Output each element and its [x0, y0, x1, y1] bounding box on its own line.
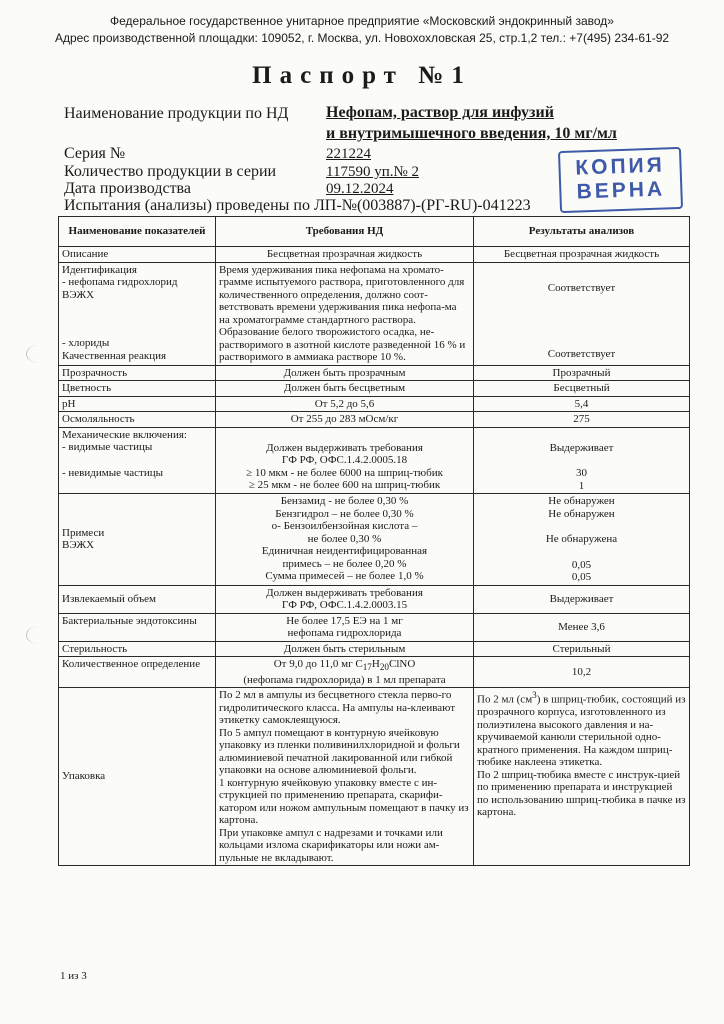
table-row — [59, 688, 690, 866]
table-header-row — [59, 217, 690, 247]
row-name — [59, 262, 216, 365]
row-result: 275 — [474, 412, 690, 428]
header-company-line: Федеральное государственное унитарное предприятие «Московский эндокринный завод» — [110, 14, 614, 28]
header-address-line: Адрес производственной площадки: 109052, г. Москва, ул. Новохохловская 25, стр.1,2 тел.: +7(495) 234-61-92 — [54, 31, 670, 45]
row-requirement: Должен быть прозрачным — [216, 365, 474, 381]
name-line: - видимые частицы — [62, 441, 153, 453]
row-name: Прозрачность — [59, 365, 216, 381]
result-text: 0,05 — [571, 571, 592, 583]
row-requirement — [216, 494, 474, 586]
table-row — [59, 427, 690, 494]
result-text: По 2 шприц-тюбика вместе с инструк-цией по применению препарата и инструкцией по использованию шприц-тюбика в пачке из картона. — [477, 768, 686, 819]
row-requirement: Должен быть бесцветным — [216, 381, 474, 397]
name-line: - хлориды — [62, 337, 110, 349]
requirement-text: Образование белого творожистого осадка, не-растворимого в азотной кислоте разведенной 16 % и растворимого в аммиака растворе 10 %. — [219, 326, 466, 363]
quantity-label: Количество продукции в серии — [64, 163, 277, 180]
row-result — [474, 262, 690, 365]
row-result: Выдерживает — [474, 585, 690, 613]
series-value: 221224 — [326, 146, 371, 162]
result-text: Не обнаружен — [548, 495, 615, 507]
copy-verified-stamp — [558, 147, 683, 213]
row-name: Извлекаемый объем — [59, 585, 216, 613]
row-requirement — [216, 688, 474, 866]
product-label: Наименование продукции по НД — [64, 105, 289, 122]
result-text: Не обнаружена — [545, 533, 618, 545]
requirement-text: Бензамид - не более 0,30 % — [280, 495, 409, 507]
row-name: pH — [59, 396, 216, 412]
row-result: Менее 3,6 — [474, 613, 690, 641]
requirement-text: 1 контурную ячейковую упаковку вместе с ин-струкцией по применению препарата, скарифи-катором или ножом ампульным помещают в пачку из картона. — [219, 776, 469, 827]
table-row — [59, 657, 690, 688]
page-number: 1 из 3 — [60, 970, 87, 982]
row-result — [474, 494, 690, 586]
table-row — [59, 396, 690, 412]
result-text: 1 — [578, 479, 585, 492]
production-date-value: 09.12.2024 — [326, 181, 394, 197]
requirement-text: По 2 мл в ампулы из бесцветного стекла перво-го гидролитического класса. На ампулы на-клеивают этикетку самоклеящуюся. — [219, 689, 456, 727]
analysis-table — [58, 216, 690, 866]
row-name: Цветность — [59, 381, 216, 397]
requirement-text: Должен выдерживать требования — [266, 586, 423, 599]
requirement-text: нефопама гидрохлорида — [287, 627, 402, 639]
row-requirement: Бесцветная прозрачная жидкость — [216, 247, 474, 263]
requirement-formula: От 9,0 до 11,0 мг $C_{17}H_{20}ClNO$ — [273, 658, 416, 673]
row-requirement — [216, 427, 474, 494]
requirement-text: При упаковке ампул с надрезами и точками или кольцами излома скарификаторы или ножи ам-пульные не вкладывают. — [219, 826, 443, 864]
requirement-text: о- Бензоилбензойная кислота – — [271, 520, 418, 532]
table-row — [59, 585, 690, 613]
result-text: Не обнаружен — [548, 507, 615, 520]
row-requirement: От 255 до 283 мОсм/кг — [216, 412, 474, 428]
requirement-text: Сумма примесей – не более 1,0 % — [265, 570, 424, 582]
requirement-text: ≥ 10 мкм - не более 6000 на шприц-тюбик — [246, 466, 443, 479]
result-text: 0,05 — [571, 558, 592, 571]
row-result: Бесцветный — [474, 381, 690, 397]
row-name: Стерильность — [59, 641, 216, 657]
row-requirement: Должен быть стерильным — [216, 641, 474, 657]
stamp-line1: КОПИЯ — [574, 153, 666, 180]
row-requirement — [216, 262, 474, 365]
product-value-line1: Нефопам, раствор для инфузий — [326, 104, 554, 121]
stamp-line2: ВЕРНА — [576, 177, 666, 204]
page-title: Паспорт №1 — [252, 62, 472, 89]
binder-hole-mark — [26, 345, 51, 363]
result-text: По 2 мл $(см^3)$ в шприц-тюбик, состоящий из прозрачного корпуса, изготовленного из полиэтилена высокого давления и на-кручиваемой канюли стерильной одно-кратного применения. На каждом шприц-тюбике наклеена этикетка. — [477, 690, 686, 769]
result-text: Соответствует — [547, 348, 616, 360]
col-header-indicators: Наименование показателей — [59, 217, 216, 247]
row-requirement: От 5,2 до 5,6 — [216, 396, 474, 412]
row-name: Бактериальные эндотоксины — [59, 613, 216, 641]
requirement-text: примесь – не более 0,20 % — [282, 557, 407, 570]
requirement-text: Время удерживания пика нефопама на хромато-грамме испытуемого раствора, приготовленного для количественного определения, должно соот-ветствовать времени удерживания пика нефопа-ма на хроматограмме стандартного раствора. — [219, 263, 465, 326]
series-label: Серия № — [64, 145, 126, 162]
requirement-text: (нефопама гидрохлорида) в 1 мл препарата — [243, 673, 446, 686]
row-result: Стерильный — [474, 641, 690, 657]
requirement-text: Должен выдерживать требования — [266, 441, 423, 454]
row-name: Осмоляльность — [59, 412, 216, 428]
requirement-text: не более 0,30 % — [307, 532, 382, 545]
name-line: Идентификация — [62, 263, 137, 276]
requirement-text: По 5 ампул помещают в контурную ячейковую упаковку из пленки поливинилхлоридной и фольги алюминиевой печатной лакированной или гибкой упаковки на основе алюминиевой фольги. — [219, 726, 460, 777]
binder-hole-mark — [26, 626, 51, 644]
row-name — [59, 494, 216, 586]
row-result: 10,2 — [474, 657, 690, 688]
product-value-line2: и внутримышечного введения, 10 мг/мл — [326, 125, 617, 142]
table-row — [59, 494, 690, 586]
row-result: 5,4 — [474, 396, 690, 412]
requirement-text: Не более 17,5 ЕЭ на 1 мг — [286, 614, 403, 627]
production-date-label: Дата производства — [64, 180, 191, 197]
name-line: ВЭЖХ — [62, 288, 95, 301]
row-name: Упаковка — [59, 688, 216, 866]
col-header-results: Результаты анализов — [474, 217, 690, 247]
name-line: - невидимые частицы — [62, 466, 163, 479]
row-result — [474, 427, 690, 494]
col-header-requirements: Требования НД — [216, 217, 474, 247]
row-requirement — [216, 657, 474, 688]
table-row — [59, 262, 690, 365]
tests-line: Испытания (анализы) проведены по ЛП-№(003887)-(РГ-RU)-041223 — [64, 197, 531, 214]
requirement-text: ГФ РФ, ОФС.1.4.2.0003.15 — [281, 599, 408, 611]
row-result — [474, 688, 690, 866]
row-name: Количественное определение — [59, 657, 216, 688]
row-requirement — [216, 585, 474, 613]
table-row — [59, 412, 690, 428]
table-row — [59, 641, 690, 657]
name-line: Качественная реакция — [62, 349, 167, 362]
row-requirement — [216, 613, 474, 641]
name-line: - нефопама гидрохлорид — [62, 276, 178, 288]
name-line: Механические включения: — [62, 428, 187, 441]
name-line: ВЭЖХ — [62, 539, 95, 552]
requirement-text: ГФ РФ, ОФС.1.4.2.0005.18 — [281, 454, 408, 466]
result-text: Выдерживает — [549, 441, 614, 454]
result-text: 30 — [576, 467, 587, 479]
quantity-value: 117590 уп.№ 2 — [326, 164, 420, 180]
requirement-text: Единичная неидентифицированная — [261, 545, 428, 557]
result-text: Соответствует — [547, 281, 616, 294]
table-row — [59, 381, 690, 397]
requirement-text: ≥ 25 мкм - не более 600 на шприц-тюбик — [248, 479, 441, 491]
requirement-text: Бензгидрол – не более 0,30 % — [275, 507, 414, 520]
name-line: Примеси — [62, 526, 105, 539]
row-result: Прозрачный — [474, 365, 690, 381]
row-result: Бесцветная прозрачная жидкость — [474, 247, 690, 263]
table-row — [59, 365, 690, 381]
table-row — [59, 613, 690, 641]
row-name: Описание — [59, 247, 216, 263]
table-row — [59, 247, 690, 263]
row-name — [59, 427, 216, 494]
